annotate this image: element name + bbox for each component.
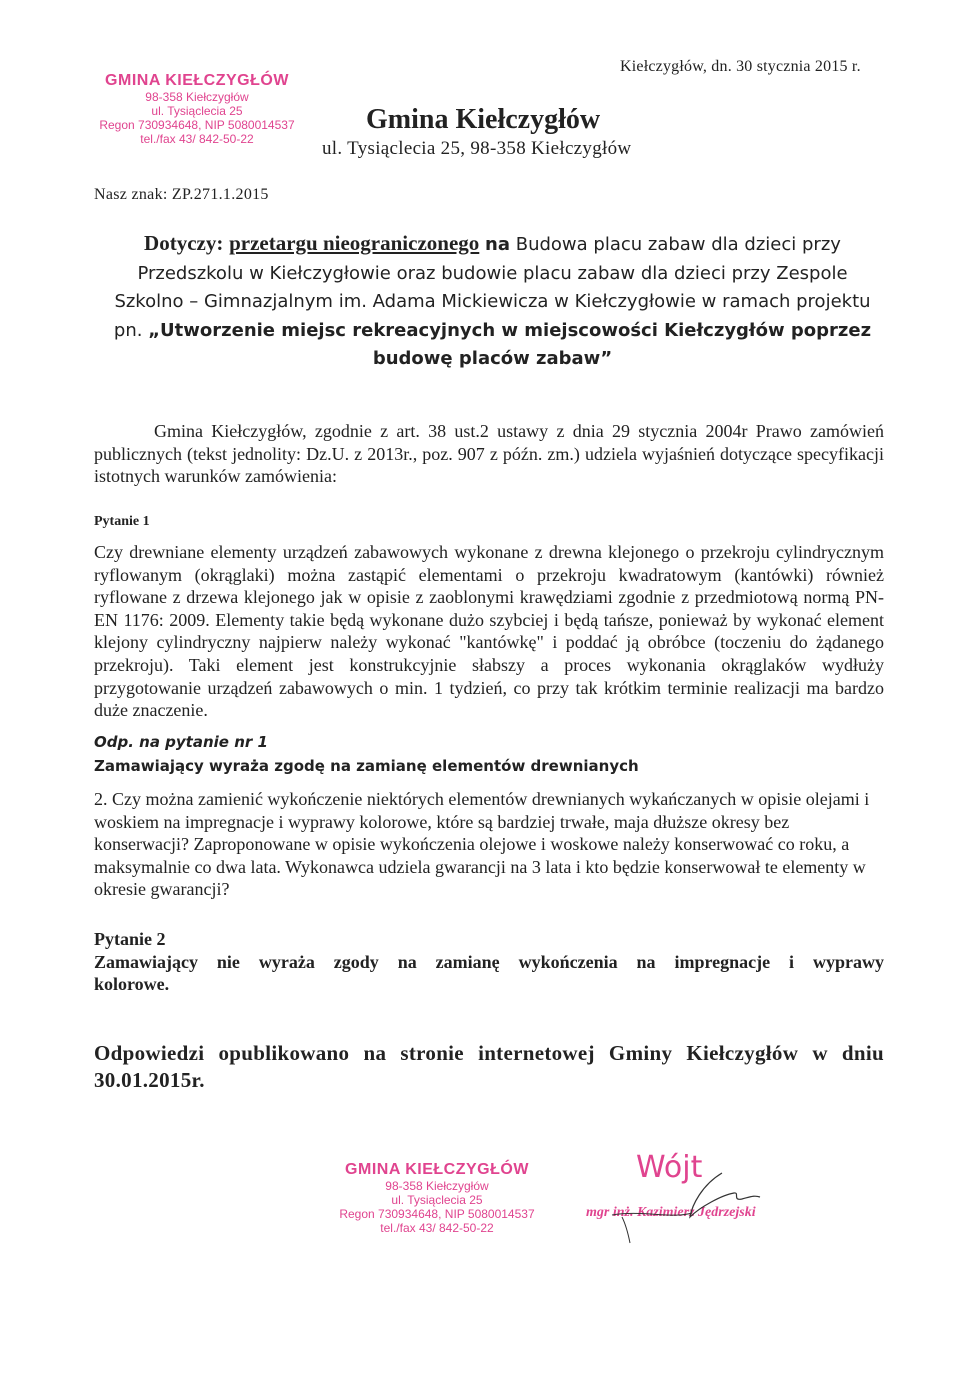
stamp-top	[86, 71, 308, 146]
answer1-label: Odp. na pytanie nr 1	[94, 733, 268, 751]
stamp-bottom-line2: ul. Tysiąclecia 25	[391, 1193, 483, 1207]
subject-block	[96, 229, 889, 374]
stamp-top-line4: tel./fax 43/ 842-50-22	[140, 132, 254, 146]
subject-line2: Przedszkolu w Kiełczygłowie oraz budowie placu zabaw dla dzieci przy Zespole	[137, 262, 848, 284]
subject-project-a: „Utworzenie miejsc rekreacyjnych w miejscowości Kiełczygłów poprzez	[148, 319, 872, 341]
stamp-bottom-title: GMINA KIEŁCZYGŁÓW	[345, 1161, 529, 1178]
question2-text: 2. Czy można zamienić wykończenie niektórych elementów drewnianych wykańczanych w opisie olejami i woskiem na impregnacje i wyprawy kolorowe, które są bardziej trwałe, maja dłuższe okresy bez konserwacji? Zaproponowane w opisie wykończenia olejowe i woskowe należy konserwować co roku, a maksymalnie co dwa lata. Wykonawca udziela gwarancji na 3 lata i kto będzie konserwował te elementy w okresie gwarancji?	[94, 789, 870, 899]
subject-line1	[96, 229, 889, 260]
subject-connector: na	[485, 234, 510, 255]
stamp-top-line1: 98-358 Kiełczygłów	[145, 90, 249, 104]
published-notice: Odpowiedzi opublikowano na stronie internetowej Gminy Kiełczygłów w dniu 30.01.2015r.	[94, 1041, 884, 1092]
answer2-label: Pytanie 2	[94, 929, 166, 949]
subject-line3: Szkolno – Gimnazjalnym im. Adama Mickiewicza w Kiełczygłowie w ramach projektu	[114, 291, 871, 312]
subject-project-b: budowę placów zabaw”	[372, 348, 613, 369]
answer1-text: Zamawiający wyraża zgodę na zamianę elementów drewnianych	[94, 757, 639, 775]
signature-title: Wójt	[636, 1150, 703, 1185]
org-address: ul. Tysiąclecia 25, 98-358 Kiełczygłów	[322, 138, 632, 159]
stamp-bottom	[326, 1160, 548, 1235]
reference-number: Nasz znak: ZP.271.1.2015	[94, 186, 269, 203]
subject-line1-rest: Budowa placu zabaw dla dzieci przy	[515, 234, 841, 255]
subject-lead: Dotyczy:	[144, 231, 224, 255]
question1-label: Pytanie 1	[94, 514, 150, 529]
stamp-bottom-line4: tel./fax 43/ 842-50-22	[380, 1221, 494, 1235]
stamp-bottom-line3: Regon 730934648, NIP 5080014537	[339, 1207, 535, 1221]
handwritten-signature	[582, 1155, 782, 1250]
stamp-top-line3: Regon 730934648, NIP 5080014537	[99, 118, 295, 132]
stamp-top-line2: ul. Tysiąclecia 25	[151, 104, 243, 118]
subject-tender-type: przetargu nieograniczonego	[229, 231, 480, 255]
document-date: Kiełczygłów, dn. 30 stycznia 2015 r.	[620, 58, 861, 75]
stamp-top-title: GMINA KIEŁCZYGŁÓW	[105, 72, 289, 89]
signature-name: mgr inż. Kazimierz Jędrzejski	[586, 1205, 756, 1220]
subject-pn: pn.	[113, 319, 143, 341]
subject-line4	[96, 317, 889, 346]
org-name: Gmina Kiełczygłów	[366, 104, 601, 135]
answer2-text: Zamawiający nie wyraża zgody na zamianę wykończenia na impregnacje i wyprawy kolorowe.	[94, 952, 884, 994]
intro-paragraph: Gmina Kiełczygłów, zgodnie z art. 38 ust.2 ustawy z dnia 29 stycznia 2004r Prawo zamówień publicznych (tekst jednolity: Dz.U. z 2013r., poz. 907 z późn. zm.) udziela wyjaśnień dotyczące specyfikacji istotnych warunków zamówienia:	[94, 421, 884, 486]
stamp-bottom-line1: 98-358 Kiełczygłów	[385, 1179, 489, 1193]
question1-text: Czy drewniane elementy urządzeń zabawowych wykonane z drewna klejonego o przekroju cylindrycznym ryflowanym (okrąglaki) można zastąpić elementami o przekroju kwadratowym (kantówki) również ryflowane z drzewa klejonego jak w opisie z zaoblonymi krawędziami zgodnie z przedmiotową normą PN-EN 1176: 2009. Elementy takie będą wykonane dużo szybciej i będą tańsze, ponieważ by wykonać element klejony cylindryczny najpierw należy wykonać "kantówkę" i poddać ją obróbce (toczeniu do żądanego przekroju). Taki element jest konstrukcyjnie słabszy a proces wykonania okrąglaków wydłuży przygotowanie urządzeń zabawowych o min. 1 tydzień, co przy tak krótkim terminie realizacji ma bardzo duże znaczenie.	[94, 542, 884, 721]
